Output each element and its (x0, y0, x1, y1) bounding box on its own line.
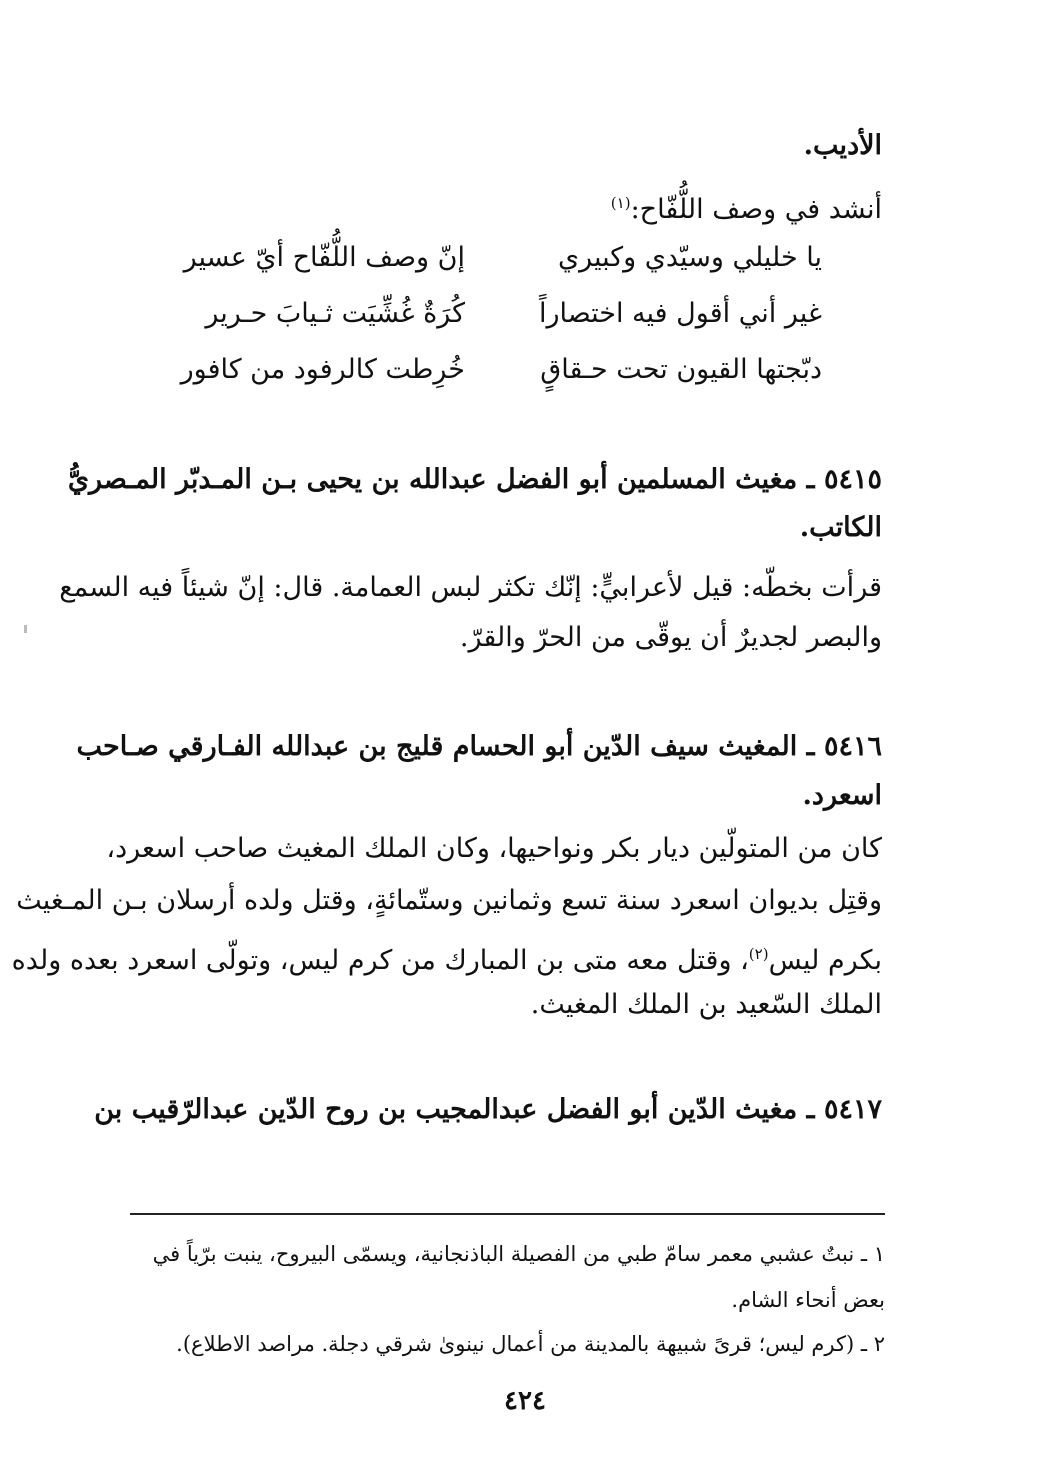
verse-2-second-hemistich: كُرَةٌ غُشِّيَت ثـيابَ حـرير (205, 298, 465, 329)
intro-heading: الأديب. (803, 130, 882, 161)
verse-3-first-hemistich: دبّجتها القيون تحت حـقاقٍ (540, 354, 822, 385)
scan-mark (24, 625, 27, 633)
entry-5416-heading-cont: اسعرد. (802, 780, 882, 811)
footnote-1-line-2: بعض أنحاء الشام. (731, 1288, 885, 1312)
entry-5416-body-line-1: كان من المتولّين ديار بكر ونواحيها، وكان الملك المغيث صاحب اسعرد، (106, 833, 882, 864)
entry-5416-body-line-3 (11, 934, 882, 981)
entry-5415-body-line-1: قرأت بخطّه: قيل لأعرابيٍّ: إنّك تكثر لبس العمامة. قال: إنّ شيئاً فيه السمع (59, 572, 882, 603)
entry-5415-heading-cont: الكاتب. (799, 512, 882, 543)
verse-2-first-hemistich: غير أني أقول فيه اختصاراً (538, 298, 822, 329)
entry-5415-body-line-2: والبصر لجديرٌ أن يوقّى من الحرّ والقرّ. (459, 622, 882, 653)
intro-verse-title-text: أنشد في وصف اللُّفّاح: (630, 194, 882, 225)
verse-1-second-hemistich: إنّ وصف اللُّفّاح أيّ عسير (183, 242, 465, 273)
page-number: ٤٢٤ (504, 1386, 546, 1416)
footnote-ref-2: (٢) (748, 945, 769, 963)
footnote-separator (130, 1213, 885, 1215)
entry-5417-heading: ٥٤١٧ ـ مغيث الدّين أبو الفضل عبدالمجيب بن روح الدّين عبدالرّقيب بن (94, 1094, 882, 1125)
footnote-ref-1: (١) (610, 194, 631, 212)
entry-5416-body-line-4: الملك السّعيد بن الملك المغيث. (530, 989, 882, 1020)
entry-5416-body-line-3-post: ، وقتل معه متى بن المبارك من كرم ليس، وتولّى اسعرد بعده ولده (11, 945, 749, 976)
verse-3-second-hemistich: خُرِطت كالرفود من كافور (180, 354, 465, 385)
entry-5416-body-line-2: وقتِل بديوان اسعرد سنة تسع وثمانين وستّمائةٍ، وقتل ولده أرسلان بـن المـغيث (16, 885, 882, 916)
entry-5416-body-line-3-pre: بكرم ليس (768, 945, 882, 976)
intro-verse-title (130, 183, 882, 230)
footnote-1-line-1: ١ ـ نبتٌ عشبي معمر سامّ طبي من الفصيلة الباذنجانية، ويسمّى البيروح، ينبت برّياً في (152, 1242, 885, 1266)
footnote-2: ٢ ـ (كرم ليس؛ قرىً شبيهة بالمدينة من أعمال نينوىٰ شرقي دجلة. مراصد الاطلاع). (176, 1332, 885, 1356)
entry-5416-heading: ٥٤١٦ ـ المغيث سيف الدّين أبو الحسام قليج بن عبدالله الفـارقي صـاحب (76, 731, 882, 762)
verse-1-first-hemistich: يا خليلي وسيّدي وكبيري (557, 242, 822, 273)
entry-5415-heading: ٥٤١٥ ـ مغيث المسلمين أبو الفضل عبدالله بن يحيى بـن المـدبّر المـصريُّ (67, 464, 882, 495)
